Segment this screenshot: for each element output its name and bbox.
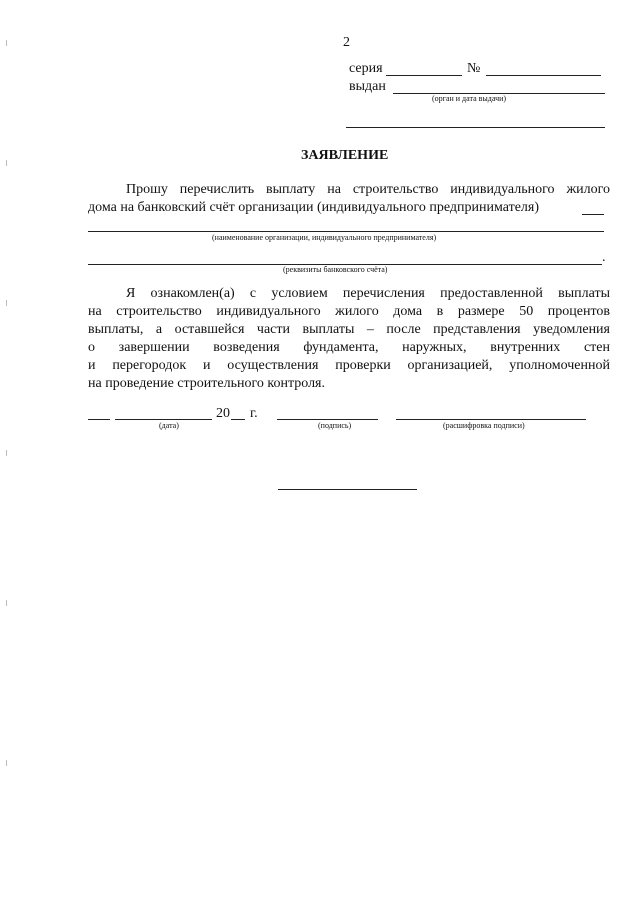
request-line-1: Прошу перечислить выплату на строительство индивидуального жилого — [126, 182, 610, 197]
org-name-field[interactable] — [88, 231, 604, 232]
closing-separator — [278, 489, 417, 490]
request-line-2: дома на банковский счёт организации (индивидуального предпринимателя) — [88, 200, 540, 215]
notice-line-2: на строительство индивидуального жилого дома в размере 50 процентов — [88, 304, 610, 319]
org-field-start[interactable] — [582, 214, 604, 215]
margin-mark — [6, 600, 7, 606]
number-field[interactable] — [486, 75, 601, 76]
issued-caption: (орган и дата выдачи) — [432, 94, 507, 103]
margin-mark — [6, 300, 7, 306]
issued-label: выдан — [349, 79, 386, 94]
notice-line-6: на проведение строительного контроля. — [88, 376, 325, 391]
margin-mark — [6, 450, 7, 456]
margin-mark — [6, 160, 7, 166]
bank-end-period: . — [602, 250, 606, 265]
decode-caption: (расшифровка подписи) — [443, 421, 525, 430]
issued-extra-field[interactable] — [346, 127, 605, 128]
notice-line-1: Я ознакомлен(а) с условием перечисления предоставленной выплаты — [126, 286, 610, 301]
series-field[interactable] — [386, 75, 462, 76]
page-number: 2 — [343, 35, 350, 50]
notice-line-3: выплаты, а оставшейся части выплаты – после представления уведомления — [88, 322, 610, 337]
year-field[interactable] — [231, 419, 245, 420]
margin-mark — [6, 760, 7, 766]
signature-decode-field[interactable] — [396, 419, 586, 420]
org-caption: (наименование организации, индивидуального предпринимателя) — [212, 233, 437, 242]
date-month-field[interactable] — [115, 419, 212, 420]
year-prefix: 20 — [216, 406, 230, 421]
notice-line-4: о завершении возведения фундамента, наружных, внутренних стен — [88, 340, 610, 355]
date-caption: (дата) — [159, 421, 179, 430]
number-label: № — [467, 61, 481, 76]
year-suffix: г. — [250, 406, 258, 421]
signature-caption: (подпись) — [318, 421, 352, 430]
margin-mark — [6, 40, 7, 46]
notice-line-5: и перегородок и осуществления проверки организацией, уполномоченной — [88, 358, 610, 373]
series-label: серия — [349, 61, 383, 76]
document-title: ЗАЯВЛЕНИЕ — [301, 148, 389, 163]
signature-field[interactable] — [277, 419, 378, 420]
date-day-field[interactable] — [88, 419, 110, 420]
bank-caption: (реквизиты банковского счёта) — [283, 265, 388, 274]
